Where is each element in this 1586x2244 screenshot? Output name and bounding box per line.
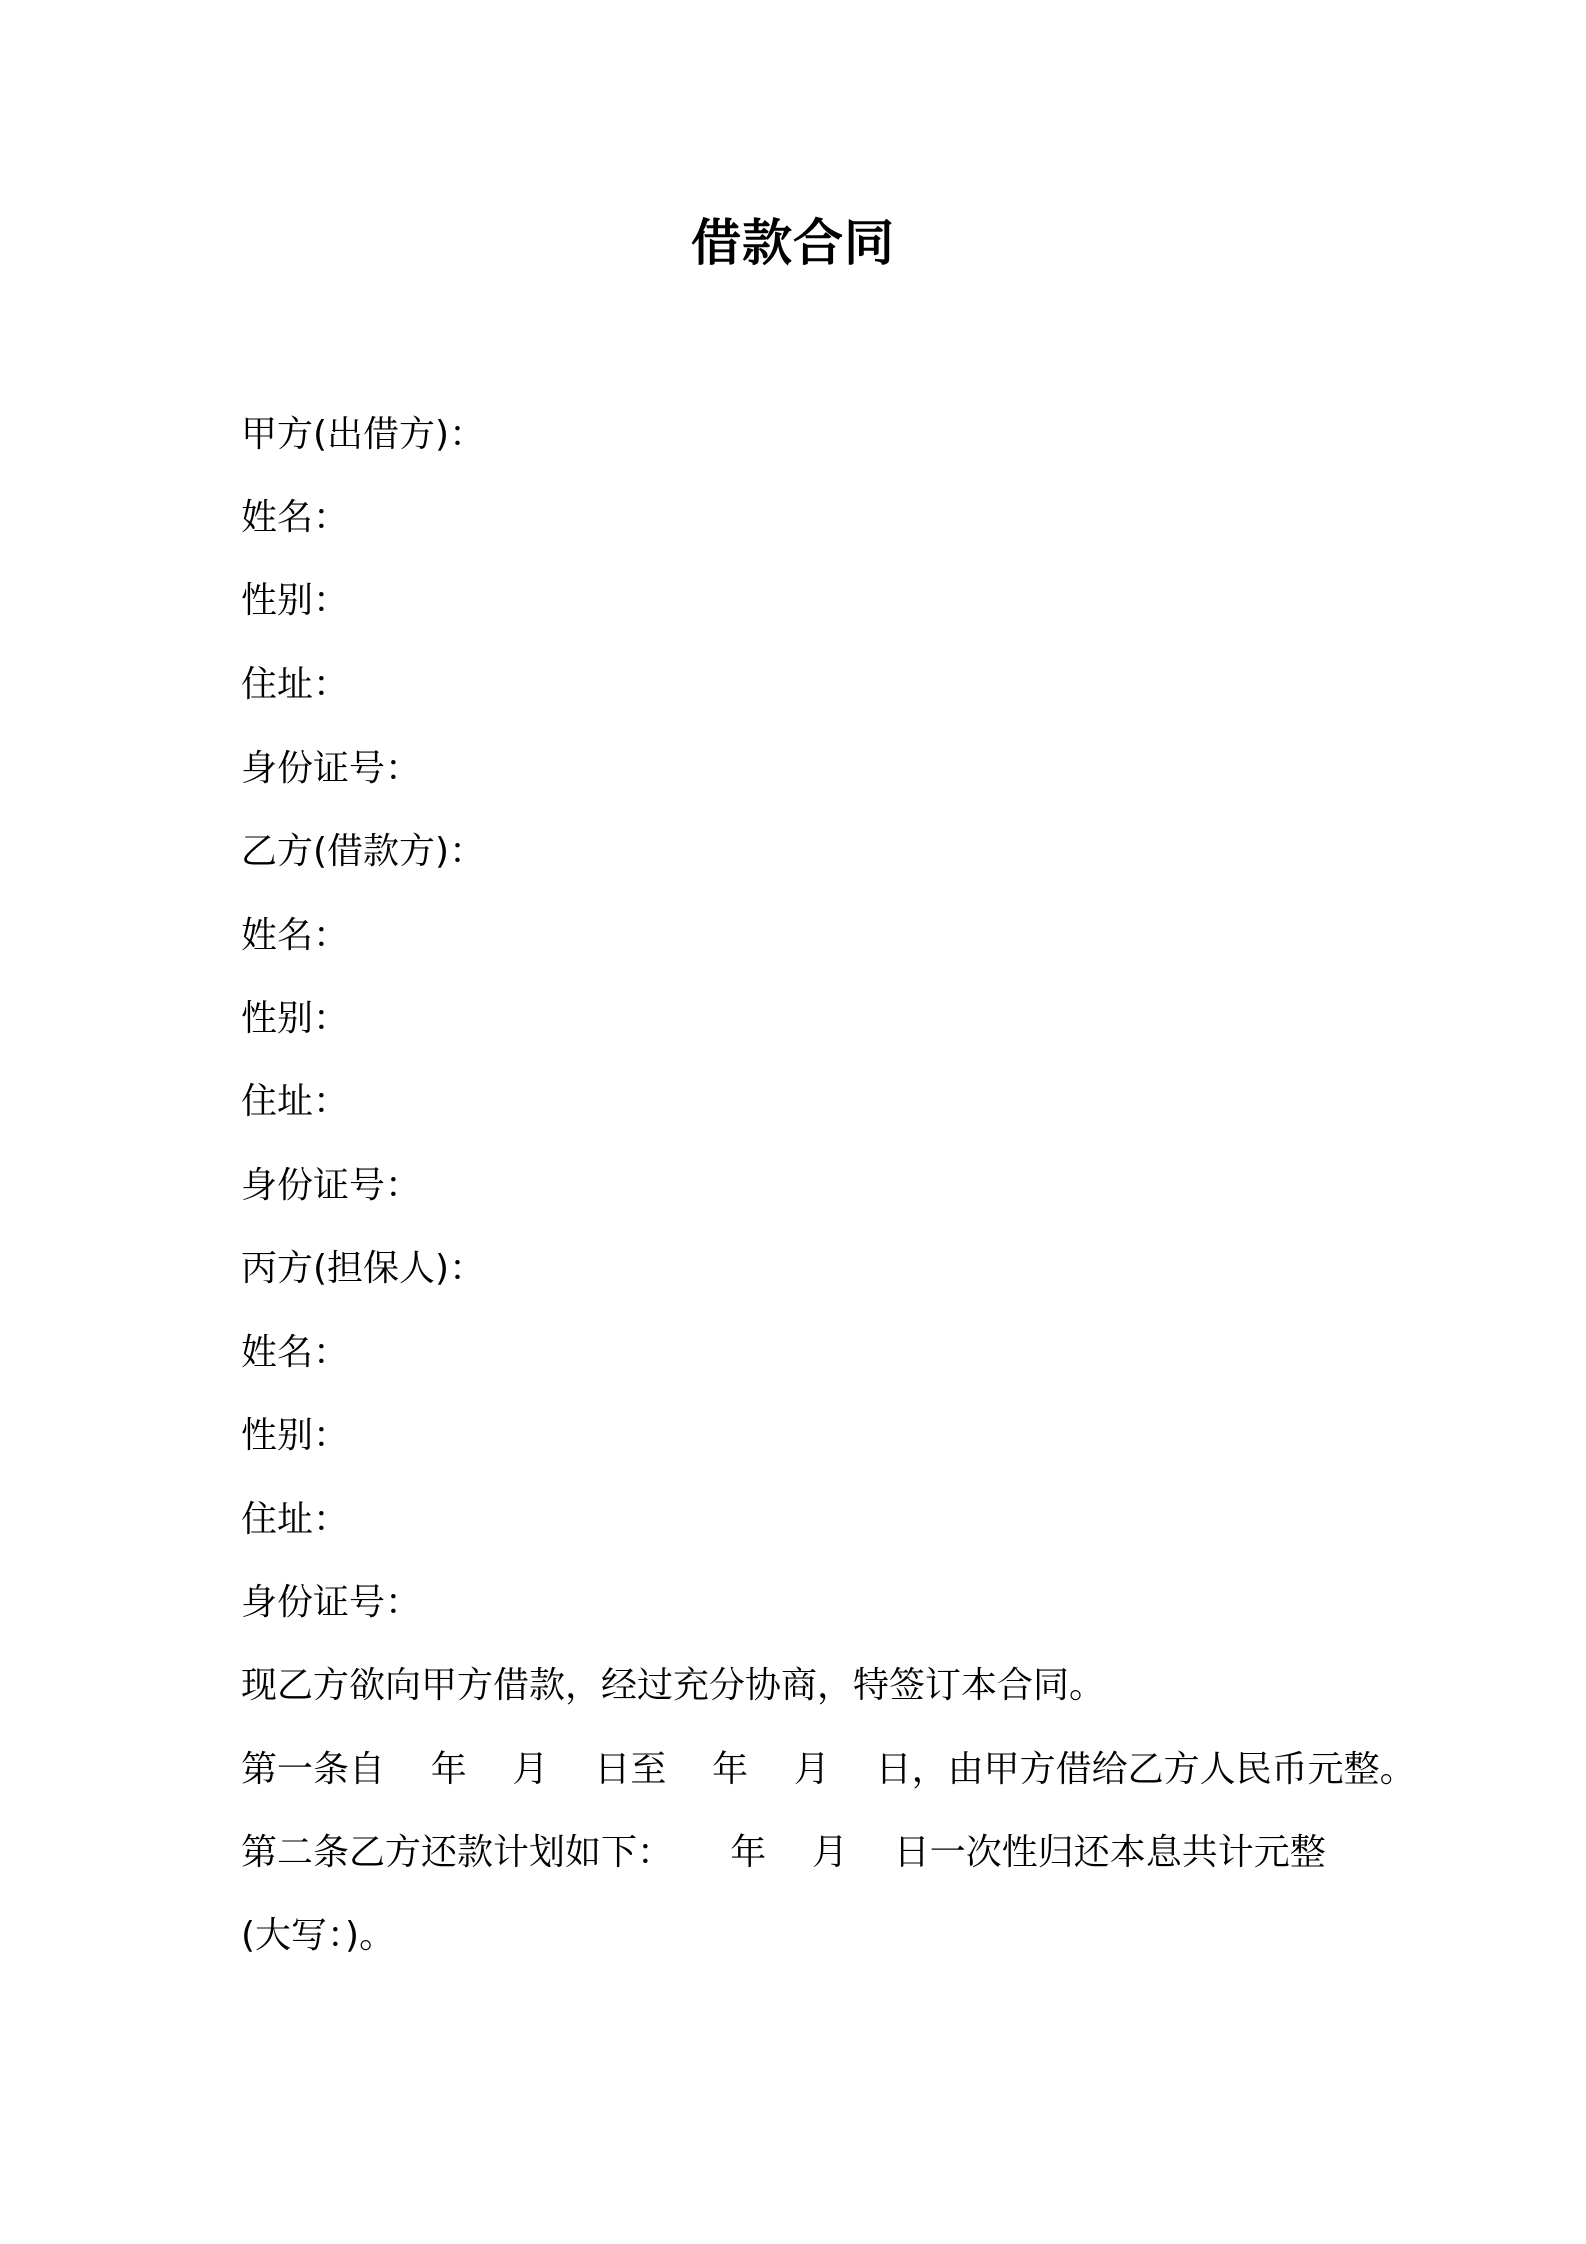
document-title: 借款合同 [691,214,895,272]
preamble-paragraph: 现乙方欲向甲方借款，经过充分协商，特签订本合同。 [241,1665,1106,1706]
article-one: 第一条自 年 月 日至 年 月 日，由甲方借给乙方人民币元整。 [241,1749,1416,1790]
party-a-heading: 甲方(出借方)： [241,414,486,455]
party-c-address-field: 住址： [241,1499,350,1540]
party-b-address-field: 住址： [241,1081,350,1122]
party-a-name-field: 姓名： [241,497,350,538]
party-b-gender-field: 性别： [241,998,350,1039]
party-c-id-field: 身份证号： [241,1582,422,1623]
party-b-name-field: 姓名： [241,915,350,956]
party-c-name-field: 姓名： [241,1332,350,1373]
party-a-gender-field: 性别： [241,580,350,621]
party-b-id-field: 身份证号： [241,1165,422,1206]
party-c-gender-field: 性别： [241,1415,350,1456]
party-b-heading: 乙方(借款方)： [241,831,486,872]
article-two: 第二条乙方还款计划如下： 年 月 日一次性归还本息共计元整 [241,1832,1326,1873]
party-a-address-field: 住址： [241,664,350,705]
article-two-continuation: (大写：)。 [241,1915,396,1956]
party-c-heading: 丙方(担保人)： [241,1248,486,1289]
party-a-id-field: 身份证号： [241,748,422,789]
